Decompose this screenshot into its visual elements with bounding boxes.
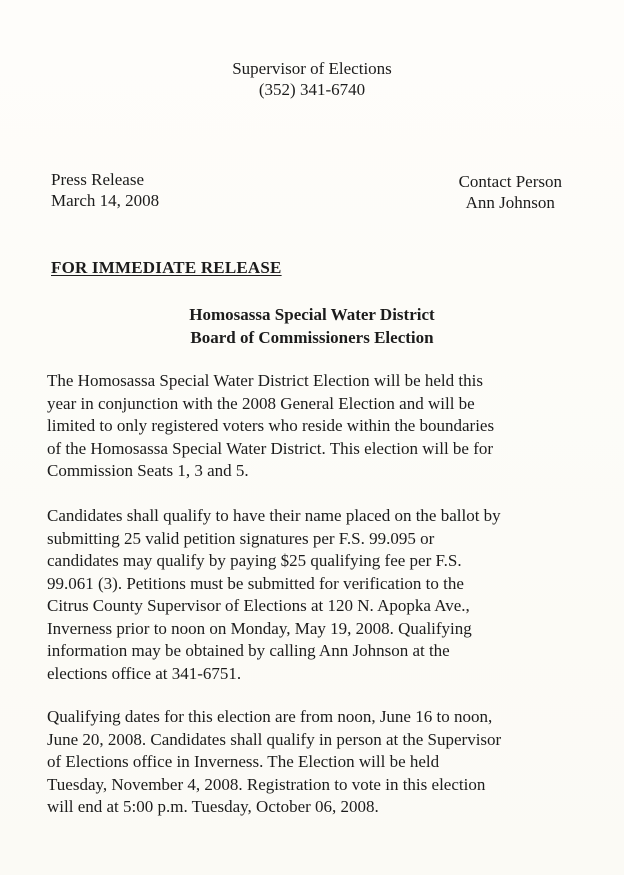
contact-name: Ann Johnson [465, 193, 555, 212]
paragraph-line: will end at 5:00 p.m. Tuesday, October 06, 2008. [47, 797, 379, 816]
paragraph-line: Candidates shall qualify to have their name placed on the ballot by [47, 506, 501, 525]
immediate-release-heading: FOR IMMEDIATE RELEASE [51, 258, 282, 277]
paragraph-line: of Elections office in Inverness. The Election will be held [47, 752, 440, 771]
paragraph-dates [47, 706, 607, 819]
paragraph-line: 99.061 (3). Petitions must be submitted for verification to the [47, 573, 464, 593]
paragraph-line: Qualifying dates for this election are from noon, June 16 to noon, [47, 707, 493, 726]
paragraph-line: submitting 25 valid petition signatures per F.S. 99.095 or [47, 528, 435, 548]
office-phone: (352) 341-6740 [258, 80, 366, 99]
paragraph-line: elections office at 341-6751. [47, 663, 242, 683]
paragraph-line: limited to only registered voters who reside within the boundaries [47, 416, 495, 435]
title-line-2: Board of Commissioners Election [190, 328, 434, 347]
paragraph-line: of the Homosassa Special Water District. This election will be for [47, 438, 494, 458]
paragraph-line: Tuesday, November 4, 2008. Registration to vote in this election [47, 774, 486, 794]
title-line-1: Homosassa Special Water District [189, 305, 435, 324]
paragraph-line: year in conjunction with the 2008 General Election and will be [47, 393, 475, 413]
paragraph-line: The Homosassa Special Water District Election will be held this [47, 371, 483, 390]
paragraph-line: candidates may qualify by paying $25 qualifying fee per F.S. [47, 551, 462, 570]
release-type: Press Release [51, 170, 145, 189]
paragraph-line: Inverness prior to noon on Monday, May 19, 2008. Qualifying [47, 618, 472, 638]
contact-block [459, 171, 562, 213]
paragraph-qualification [47, 505, 607, 685]
release-date: March 14, 2008 [51, 191, 160, 210]
contact-label: Contact Person [458, 172, 562, 191]
office-name: Supervisor of Elections [232, 59, 392, 78]
paragraph-election-overview [47, 370, 607, 483]
paragraph-line: Commission Seats 1, 3 and 5. [47, 461, 249, 480]
release-meta [51, 169, 159, 211]
paragraph-line: Citrus County Supervisor of Elections at 120 N. Apopka Ave., [47, 596, 470, 615]
paragraph-line: June 20, 2008. Candidates shall qualify in person at the Supervisor [47, 729, 502, 749]
paragraph-line: information may be obtained by calling Ann Johnson at the [47, 641, 450, 660]
